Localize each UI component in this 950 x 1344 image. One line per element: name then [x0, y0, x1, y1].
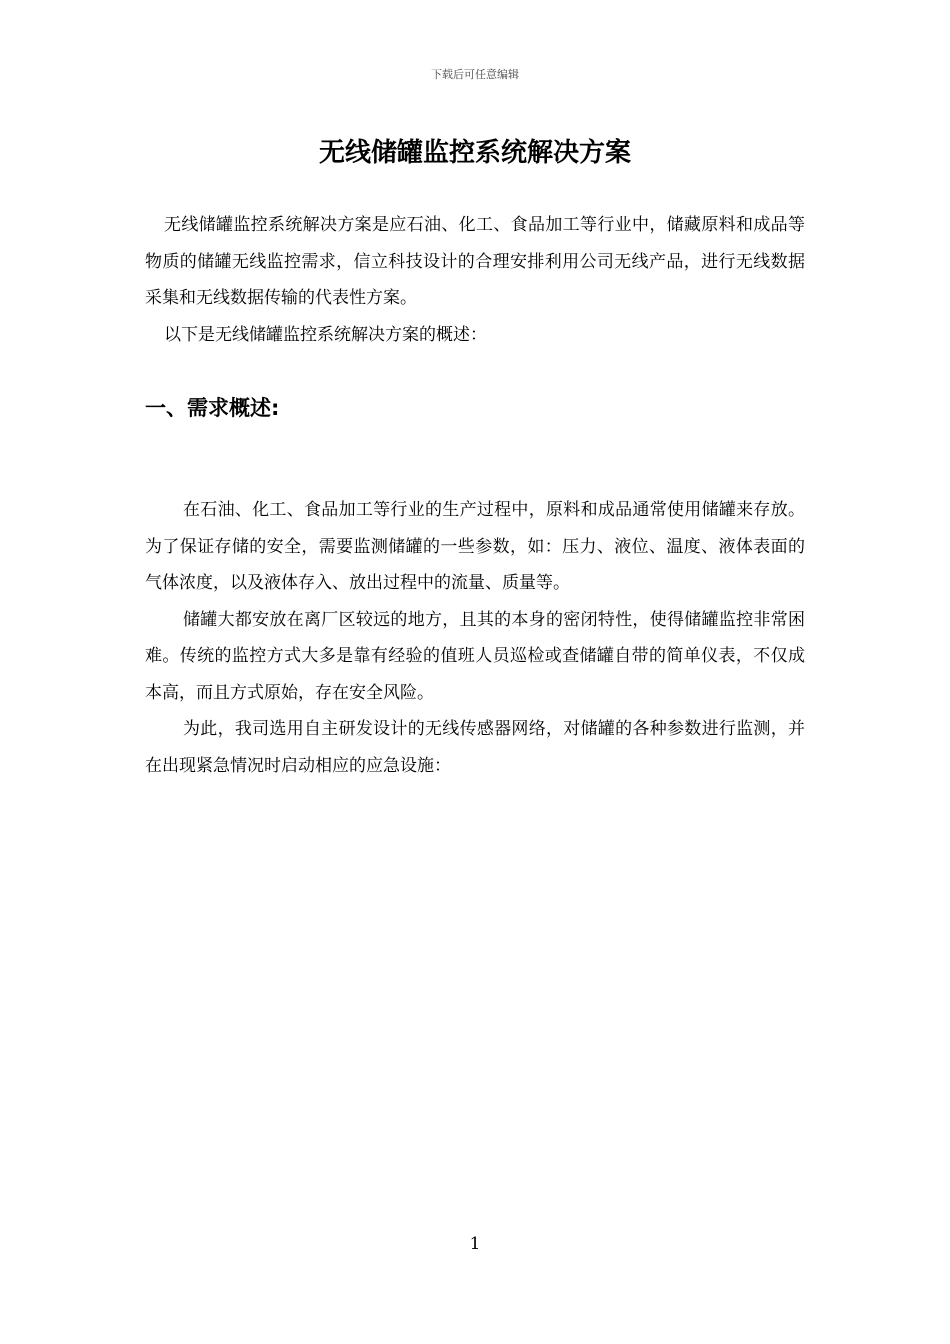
- section-heading: 一、需求概述:: [145, 396, 280, 420]
- intro-paragraph: 以下是无线储罐监控系统解决方案的概述：: [164, 324, 487, 345]
- document-title: 无线储罐监控系统解决方案: [318, 138, 631, 168]
- page-number: 1: [469, 1234, 481, 1254]
- intro-paragraph: 无线储罐监控系统解决方案是应石油、化工、食品加工等行业中，储藏原料和成品等物质的储罐无线监控需求，信立科技设计的合理安排利用公司无线产品，进行无线数据采集和无线数据传输的代表性方案。: [145, 215, 805, 308]
- header-note: 下载后可任意编辑: [431, 68, 519, 81]
- body-paragraph: 在石油、化工、食品加工等行业的生产过程中，原料和成品通常使用储罐来存放。为了保证存储的安全，需要监测储罐的一些参数，如：压力、液位、温度、液体表面的气体浓度，以及液体存入、放出过程中的流量、质量等。: [145, 500, 805, 593]
- body-paragraph: 为此，我司选用自主研发设计的无线传感器网络，对储罐的各种参数进行监测，并在出现紧急情况时启动相应的应急设施：: [145, 719, 805, 776]
- intro-section: [145, 207, 805, 353]
- section-body: [145, 492, 805, 784]
- body-paragraph: 储罐大都安放在离厂区较远的地方，且其的本身的密闭特性，使得储罐监控非常困难。传统的监控方式大多是靠有经验的值班人员巡检或查储罐自带的简单仪表，不仅成本高，而且方式原始，存在安全风险。: [145, 609, 805, 703]
